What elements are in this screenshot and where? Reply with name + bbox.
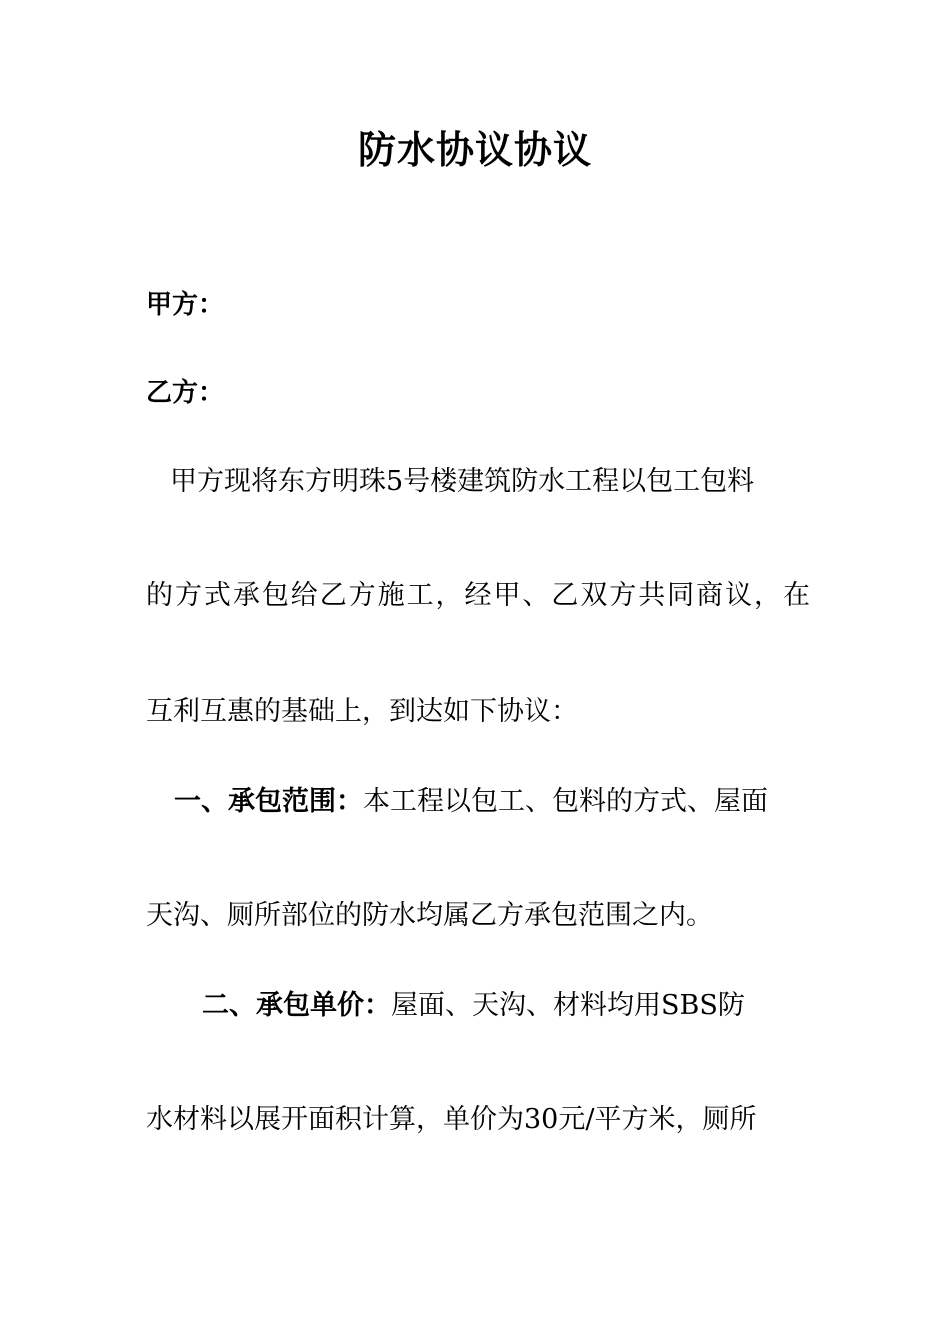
party-a-label: 甲方： — [146, 290, 225, 320]
intro-line-2: 的方式承包给乙方施工，经甲、乙双方共同商议，在 — [146, 580, 810, 611]
section-2-line-2: 水材料以展开面积计算，单价为30元/平方米，厕所 — [146, 1104, 757, 1135]
section-2-line-1 — [146, 988, 810, 1024]
section-1-heading: 一、承包范围： — [174, 786, 363, 817]
party-b-label: 乙方： — [146, 378, 225, 408]
intro-line-1 — [146, 464, 810, 500]
section-1-line-2: 天沟、厕所部位的防水均属乙方承包范围之内。 — [146, 900, 713, 931]
intro-line-1-text: 甲方现将东方明珠5号楼建筑防水工程以包工包料 — [170, 466, 755, 497]
section-2-line-1-text: 屋面、天沟、材料均用SBS防 — [391, 990, 745, 1021]
section-2-heading: 二、承包单价： — [202, 990, 391, 1021]
section-1-line-1 — [146, 784, 810, 820]
intro-line-3: 互利互惠的基础上，到达如下协议： — [146, 696, 578, 727]
document-title: 防水协议协议 — [357, 128, 592, 172]
section-1-line-1-text: 本工程以包工、包料的方式、屋面 — [363, 786, 768, 817]
